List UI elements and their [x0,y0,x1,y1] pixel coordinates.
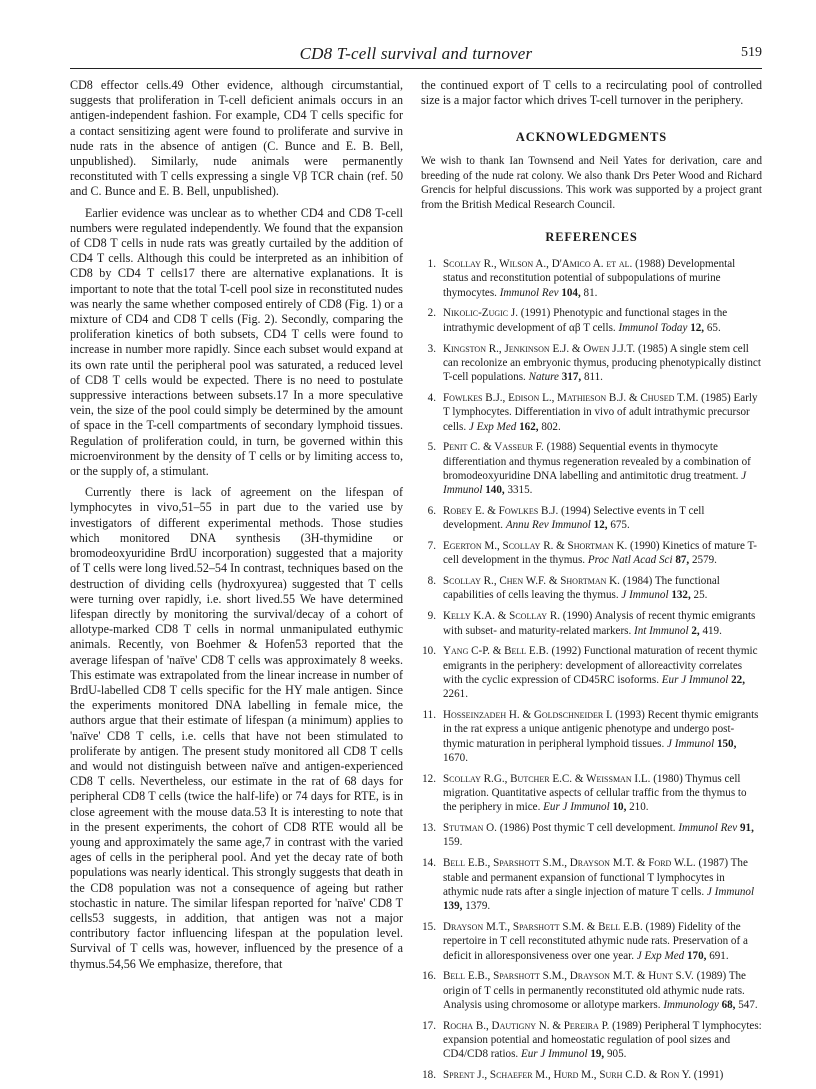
reference-number: 18. [422,1069,436,1082]
reference-authors: Kelly K.A. & Scollay R. [443,610,560,623]
reference-item [421,1068,762,1082]
reference-title: Peripheral T lymphocytes: expansion potential and homeostatic regulation of pool sizes and CD4/CD8 ratios. [443,1019,762,1061]
reference-year: (1991) [693,1069,724,1082]
reference-item [421,856,762,913]
reference-item [421,821,762,850]
reference-volume: 68, [721,998,736,1011]
reference-item [421,609,762,638]
reference-number: 11. [422,709,436,722]
reference-authors: Sprent J., Schaefer M., Hurd M., Surh C.D. & Ron Y. [443,1069,691,1082]
reference-title: Early T lymphocytes. Differentiation in vivo of adult intrathymic precursor cells. [443,391,758,433]
reference-volume: 150, [716,737,737,750]
reference-journal: Int Immunol [634,624,689,637]
reference-authors: Bell E.B., Sparshott S.M., Drayson M.T. & Hunt S.V. [443,970,694,983]
reference-volume: 12, [690,321,705,334]
reference-title: Selective events in T cell development. [443,504,705,532]
reference-pages: 25. [693,589,708,602]
reference-year: (1991) [520,307,551,320]
reference-year: (1990) [630,540,660,553]
reference-pages: 547. [738,998,758,1011]
running-title: CD8 T-cell survival and turnover [299,44,533,63]
reference-pages: 2579. [691,554,717,567]
reference-title: Kinetics of mature T-cell development in the thymus. [443,540,757,567]
reference-journal: J Exp Med [468,420,517,433]
reference-authors: Kingston R., Jenkinson E.J. & Owen J.J.T. [443,342,636,355]
right-column [421,78,762,1089]
reference-title: Developmental status and reconstitution potential of subpopulations of murine thymocytes. [443,258,736,299]
reference-authors: Scollay R., Chen W.F. & Shortman K. [443,575,620,588]
reference-year: (1987) [698,857,729,870]
reference-title: Post thymic T cell development. [532,822,676,835]
reference-pages: 159. [443,836,463,849]
reference-list [421,257,762,1082]
reference-journal: J Immunol [443,469,747,497]
reference-volume: 317, [561,371,582,384]
reference-year: (1993) [615,709,645,722]
reference-journal: Eur J Immunol [520,1048,588,1061]
reference-title: A single stem cell can recolonize an embryonic thymus, producing phenotypically distinct T-cell populations. [443,342,761,384]
reference-item [421,342,762,385]
reference-year: (1986) [499,822,530,835]
reference-year: (1994) [561,504,591,517]
reference-item [421,920,762,963]
reference-title: Fidelity of the repertoire in T cell reconstituted athymic nude rats. Preservation of a deficit in alloresponsiveness over one year. [443,920,748,962]
reference-authors: Scollay R.G., Butcher E.C. & Weissman I.L. [443,772,651,785]
reference-volume: 140, [485,484,505,497]
reference-journal: Nature [528,371,559,384]
reference-title: Functional maturation of recent thymic emigrants in the periphery: development of alloreactivity correlates with the cyclic expression of CD45RC isoforms. [443,645,758,686]
reference-year: (1992) [551,645,582,658]
header-rule [70,68,762,69]
reference-item [421,539,762,568]
reference-pages: 1670. [443,751,468,764]
reference-journal: J Immunol [621,589,669,602]
reference-number: 15. [422,920,436,933]
reference-volume: 104, [561,286,581,299]
reference-item [421,772,762,815]
reference-pages: 210. [629,801,649,814]
reference-item [421,440,762,497]
reference-volume: 170, [687,949,707,962]
reference-year: (1988) [635,258,665,271]
reference-number: 9. [427,610,436,623]
reference-volume: 22, [731,673,745,686]
reference-number: 4. [427,391,436,404]
reference-title: Thymus cell migration. Quantitative aspects of cellular traffic from the thymus to the periphery in mice. [443,772,747,814]
reference-authors: Hosseinzadeh H. & Goldschneider I. [443,709,613,722]
reference-journal: Immunol Rev [678,822,738,835]
reference-number: 13. [422,822,436,835]
reference-authors: Fowlkes B.J., Edison L., Mathieson B.J. & Chused T.M. [443,391,699,404]
reference-authors: Egerton M., Scollay R. & Shortman K. [443,540,628,553]
paragraph-continued: the continued export of T cells to a recirculating pool of controlled size is a major factor which drives T-cell turnover in the periphery. [421,78,762,108]
reference-item [421,708,762,765]
left-column [70,78,403,972]
reference-item [421,574,762,603]
reference-title: Phenotypic and functional stages in the intrathymic development of αβ T cells. [443,307,728,334]
reference-item [421,504,762,533]
reference-title: The functional capabilities of cells leaving the thymus. [443,575,720,602]
reference-pages: 1379. [465,900,491,913]
reference-title: Recent thymic emigrants in the rat express a unique antigenic phenotype and undergo post-thymic maturation in peripheral lymphoid tissues. [443,709,759,750]
reference-journal: Immunol Today [618,321,688,334]
reference-title: Analysis of recent thymic emigrants with subset- and maturity-related markers. [443,610,756,637]
reference-number: 3. [427,342,436,355]
reference-authors: Nikolic-Zugic J. [443,307,519,320]
reference-item [421,391,762,434]
reference-authors: Drayson M.T., Sparshott S.M. & Bell E.B. [443,920,643,933]
paragraph-1: CD8 effector cells.49 Other evidence, although circumstantial, suggests that proliferation in T-cell deficient animals occurs in an antigen-independent fashion. For example, CD4 T cells specific for a contact sensitizing agent were found to proliferate and survive in nude rats in the absence of antigen (C. Bunce and E. B. Bell, unpublished). Similarly, nude animals were permanently reconstituted with T cells expressing a single Vβ TCR chain (ref. 50 and C. Bunce and E. B. Bell, unpublished). [70,78,403,199]
reference-authors: Penit C. & Vasseur F. [443,441,544,454]
reference-item [421,1019,762,1062]
reference-pages: 81. [583,286,598,299]
reference-journal: Eur J Immunol [661,673,729,686]
reference-volume: 12, [593,519,608,532]
reference-pages: 2261. [443,688,468,701]
reference-journal: Immunology [663,998,719,1011]
reference-number: 10. [422,645,436,658]
reference-volume: 2, [691,624,700,637]
reference-year: (1989) [645,920,676,933]
reference-volume: 162, [519,420,539,433]
reference-journal: J Exp Med [636,949,685,962]
reference-journal: J Immunol [667,737,715,750]
reference-year: (1988) [546,441,577,454]
reference-volume: 132, [671,589,691,602]
reference-pages: 905. [606,1048,627,1061]
paragraph-2: Earlier evidence was unclear as to whether CD4 and CD8 T-cell numbers were regulated independently. We found that the expansion of CD8 T cells in nude rats was greatly curtailed by the addition of CD4 T cells. Although this could be interpreted as an inhibition of CD8 by CD4 T cells17 there are alternative explanations. It is important to note that the total T-cell pool size in reconstituted nudes was nearly the same whether composed entirely of CD8 (Fig. 1) or a mixture of CD4 and CD8 T cells (Fig. 2). Secondly, comparing the proliferation kinetics of both subsets, CD4 T cells were found to increase in number more rapidly. Since each subset would expand at its own rate until the peripheral pool was saturated, a reduced level of CD8 T cells would be expected. There is no need to postulate suppressive interactions between subsets.17 In a more speculative vein, the size of the pool could simply be determined by the amount of space in the T-cell compartments of secondary lymphoid tissues. Regulation of proliferation could, in turn, be governed within this microenvironment by the density of T cells or by limiting access to, or the supply of, a stimulant. [70,205,403,479]
reference-pages: 802. [541,420,561,433]
page-number: 519 [741,45,762,60]
reference-item [421,257,762,300]
reference-number: 1. [427,258,436,271]
reference-authors: Bell E.B., Sparshott S.M., Drayson M.T. & Ford W.L. [443,857,696,870]
page-header [70,44,762,70]
reference-pages: 691. [709,949,729,962]
reference-journal: Immunol Rev [499,286,559,299]
reference-pages: 3315. [507,484,533,497]
reference-year: (1989) [612,1019,642,1032]
reference-number: 12. [422,772,436,785]
references-heading: REFERENCES [545,230,638,245]
reference-number: 8. [427,575,436,588]
reference-pages: 65. [706,321,721,334]
reference-title: The stable and permanent expansion of functional T lymphocytes in athymic nude rats after a single injection of mature T cells. [443,857,748,898]
reference-year: (1985) [637,342,668,355]
reference-year: (1980) [653,772,683,785]
reference-number: 6. [427,504,436,517]
acknowledgments-heading: ACKNOWLEDGMENTS [515,130,668,145]
reference-year: (1989) [696,970,727,983]
reference-item [421,644,762,701]
reference-journal: J Immunol [706,885,755,898]
reference-number: 17. [422,1019,436,1032]
reference-number: 5. [427,441,436,454]
acknowledgments-text: We wish to thank Ian Townsend and Neil Yates for derivation, care and breeding of the nude rat colony. We also thank Drs Peter Wood and Richard Grencis for helpful discussions. This work was supported by a project grant from the British Medical Research Council. [421,155,762,211]
reference-item [421,306,762,335]
reference-number: 14. [422,857,436,870]
reference-journal: Annu Rev Immunol [505,519,591,532]
reference-volume: 139, [443,900,463,913]
reference-journal: Proc Natl Acad Sci [587,554,673,567]
reference-title: Sequential events in thymocyte differentiation and thymus regeneration revealed by a combination of bromodeoxyuridine DNA labelling and antimitotic drug treatment. [443,441,751,482]
reference-number: 2. [427,307,436,320]
reference-pages: 675. [610,519,630,532]
reference-volume: 91, [739,822,754,835]
reference-item [421,969,762,1012]
reference-authors: Stutman O. [443,822,497,835]
reference-year: (1984) [622,575,653,588]
reference-number: 16. [422,970,436,983]
reference-volume: 10, [612,801,627,814]
reference-journal: Eur J Immunol [543,801,610,814]
reference-pages: 419. [702,624,722,637]
reference-year: (1990) [562,610,593,623]
reference-title: The origin of T cells in permanently reconstituted old athymic nude rats. Analysis using chromosome or allotype markers. [443,970,746,1011]
reference-number: 7. [427,540,436,553]
reference-authors: Rocha B., Dautigny N. & Pereira P. [443,1019,610,1032]
reference-year: (1985) [701,391,731,404]
reference-pages: 811. [583,371,603,384]
reference-volume: 87, [675,554,690,567]
paragraph-3: Currently there is lack of agreement on the lifespan of lymphocytes in vivo,51–55 in part due to the varied use by investigators of different experimental methods. Those studies which monitored DNA synthesis (3H-thymidine or bromodeoxyuridine BrdU incorporation) suggested that a majority of T cells were long lived.52–54 In contrast, techniques based on the destruction of dividing cells (hydroxyurea) suggested that T cells were turning over rapidly, i.e. short lived.55 We have determined lifespan directly by monitoring the survival/decay of a cohort of allotype-marked CD8 T cells in normal unmanipulated euthymic animals. Recently, von Boehmer & Hofen53 reported that the average lifespan of 'naïve' CD8 T cells was approximately 8 weeks. This estimate was extrapolated from the linear increase in number of BrdU-labelled CD8 T cells specific for the HY male antigen. Since the experiments monitored DNA labelling in female mice, the authors argue that their estimate of lifespan (a minimum) applies to 'naïve' CD8 T cells, i.e. cells that have not been stimulated to proliferate by antigen. The present study monitored all CD8 T cells and would not distinguish between naïve and antigen-experienced CD8 T cells. Nevertheless, our estimate in the rat of 68 days for peripheral CD8 T cells (twice the half-life) or 74 days for RTE, is in close agreement with the mouse data.53 It is interesting to note that in the present experiments, the cohort of CD8 RTE would all be young and approximately the same age,7 in contrast with the varied ages of cells in the peripheral pool. And yet the decay rate of both populations was nearly identical. This strongly suggests that death in the CD8 population was not a consequence of ageing but rather stochastic in nature. The similar lifespan reported for 'naïve' CD8 T cells53 suggests, in addition, that antigen was not a major contributory factor influencing lifespan at the population level. Survival of T cells was, however, influenced by the presence of a thymus.54,56 We emphasize, therefore, that [70,485,403,971]
reference-volume: 19, [590,1048,605,1061]
reference-authors: Yang C-P. & Bell E.B. [443,645,549,658]
reference-authors: Robey E. & Fowlkes B.J. [443,504,559,517]
reference-authors: Scollay R., Wilson A., D'Amico A. et al. [443,258,633,271]
